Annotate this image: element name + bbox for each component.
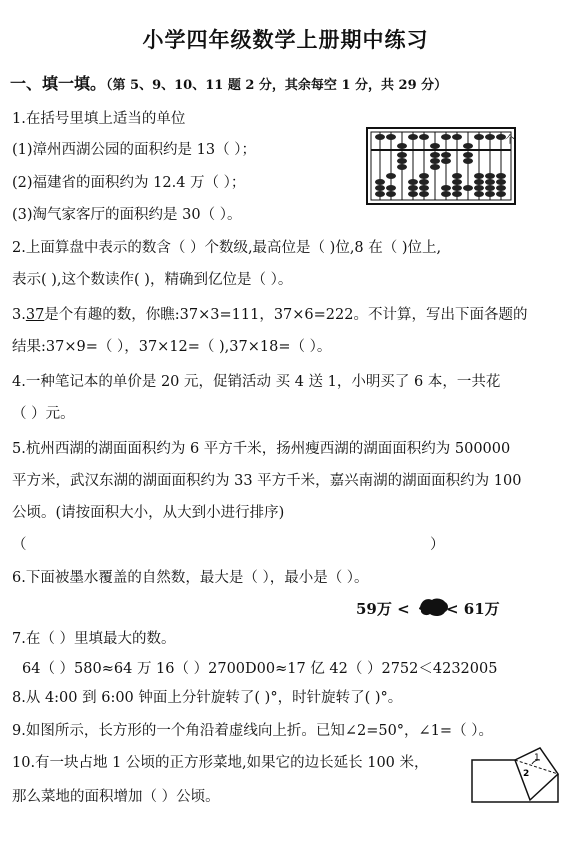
q3-line-2: 结果:37×9=（ ），37×12=（ ),37×18=（ ）。 xyxy=(12,339,332,355)
angle-2-label: 2 xyxy=(523,769,530,779)
q6-figure-right: < 61万 xyxy=(446,600,500,618)
angle-1-label: 1 xyxy=(534,753,540,763)
q5-line-2: 平方米，武汉东湖的湖面面积约为 33 平方千米，嘉兴南湖的湖面面积约为 100 xyxy=(12,473,522,489)
q4-line-1: 4.一种笔记本的单价是 20 元，促销活动 买 4 送 1，小明买了 6 本，一共花 xyxy=(12,374,501,390)
q4-line-2: （ ）元。 xyxy=(12,406,75,422)
q7-stem: 7.在（ ）里填最大的数。 xyxy=(12,631,176,647)
q1-item-2: (2)福建省的面积约为 12.4 万（ ）； xyxy=(12,175,246,191)
q6-line-1: 6.下面被墨水覆盖的自然数，最大是（ ），最小是（ ）。 xyxy=(12,570,369,586)
q5-bracket-open: （ xyxy=(12,537,27,553)
q5-bracket-close: ） xyxy=(430,537,445,553)
folded-rectangle-figure xyxy=(470,744,560,804)
q1-item-1: (1)漳州西湖公园的面积约是 13（ ）； xyxy=(12,142,256,158)
q2-line-2: 表示( ),这个数读作( )，精确到亿位是（ ）。 xyxy=(12,272,293,288)
q7-line-2: 64（ ）580≈64 万 16（ ）2700D00≈17 亿 42（ ）2752＜4232005 xyxy=(22,661,498,677)
page-title: 小学四年级数学上册期中练习 xyxy=(142,27,429,52)
section-note: （第 5、9、10、11 题 2 分，其余每空 1 分，共 29 分） xyxy=(106,78,448,93)
q9-line-1: 9.如图所示，长方形的一个角沿着虚线向上折。已知∠2=50°，∠1=（ ）。 xyxy=(12,723,493,739)
q3-line-1 xyxy=(12,306,527,324)
section-heading xyxy=(10,75,447,95)
q10-line-2: 那么菜地的面积增加（ ）公顷。 xyxy=(12,789,220,805)
q5-line-3: 公顷。(请按面积大小，从大到小进行排序) xyxy=(12,505,285,521)
abacus-figure xyxy=(366,126,516,206)
q8-line-1: 8.从 4:00 到 6:00 钟面上分针旋转了( )°，时针旋转了( )°。 xyxy=(12,690,403,706)
q3-number: 3. xyxy=(12,307,26,323)
abacus-unit-label: 个 xyxy=(505,135,515,146)
section-title: 一、填一填。 xyxy=(10,74,107,93)
q1-item-3: (3)淘气家客厅的面积约是 30（ ）。 xyxy=(12,207,242,223)
q3-underlined-number: 37 xyxy=(25,307,45,323)
q5-line-1: 5.杭州西湖的湖面面积约为 6 平方千米，扬州瘦西湖的湖面面积约为 500000 xyxy=(12,441,511,457)
q2-line-1: 2.上面算盘中表示的数含（ ）个数级,最高位是（ )位,8 在（ )位上, xyxy=(12,240,442,256)
q1-stem: 1.在括号里填上适当的单位 xyxy=(12,111,186,127)
q3-line-1-rest: 是个有趣的数，你瞧:37×3=111，37×6=222。不计算，写出下面各题的 xyxy=(44,307,528,323)
q6-figure-left: 59万 < xyxy=(356,600,410,618)
q10-line-1: 10.有一块占地 1 公顷的正方形菜地,如果它的边长延长 100 米， xyxy=(12,755,429,771)
